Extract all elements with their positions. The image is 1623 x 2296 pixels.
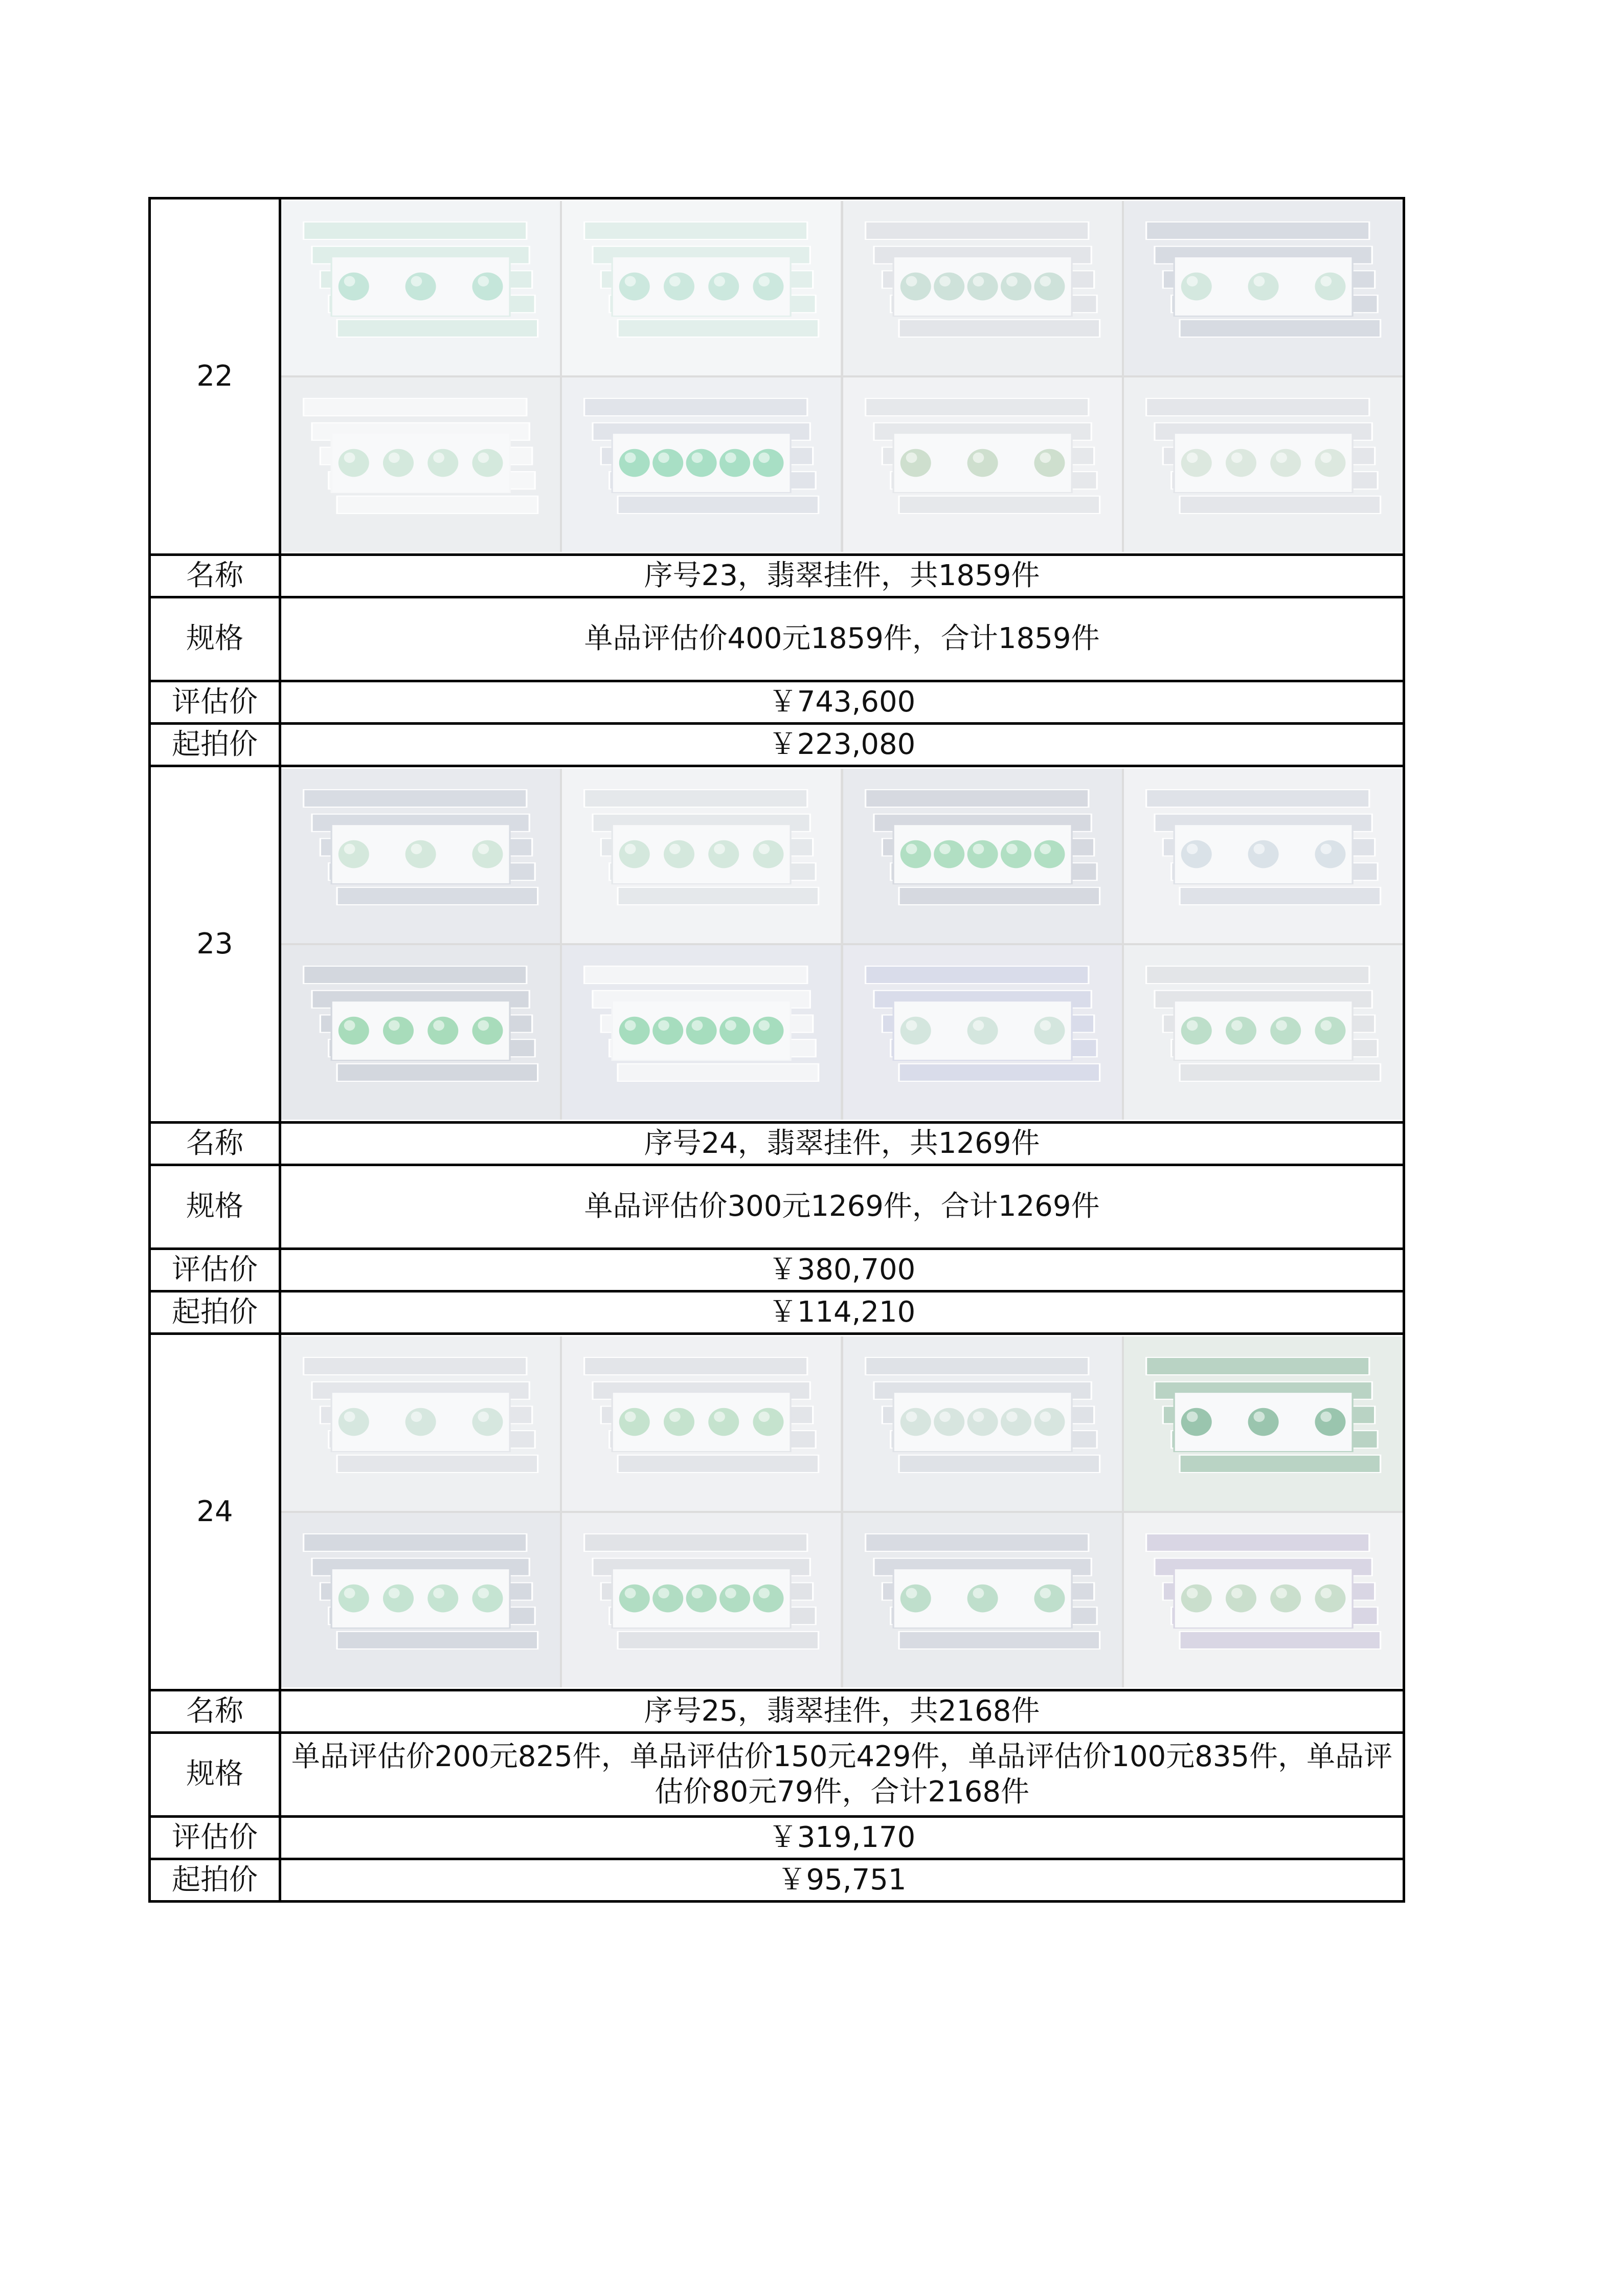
lot-photo-cell (280, 766, 1404, 1123)
name-value: 序号23，翡翠挂件，共1859件 (280, 555, 1404, 597)
spec-row (150, 1733, 1404, 1817)
start-price-label: 起拍价 (150, 1859, 280, 1902)
spec-value: 单品评估价200元825件，单品评估价150元429件，单品评估价100元835件，单品评估价80元79件，合计2168件 (280, 1733, 1404, 1817)
lot-photo (1124, 1336, 1403, 1511)
appraisal-value: ￥380,700 (280, 1249, 1404, 1291)
start-price-value: ￥114,210 (280, 1291, 1404, 1334)
lot-photo-cell (280, 1334, 1404, 1690)
lot-photo (843, 1336, 1122, 1511)
lot-photo (562, 377, 841, 552)
photo-placeholder-icon (281, 769, 560, 943)
photo-placeholder-icon (281, 1513, 560, 1687)
appraisal-value: ￥319,170 (280, 1817, 1404, 1859)
appraisal-label: 评估价 (150, 681, 280, 724)
name-row (150, 1123, 1404, 1165)
photo-placeholder-icon (562, 1336, 841, 1511)
appraisal-label: 评估价 (150, 1249, 280, 1291)
name-label: 名称 (150, 1123, 280, 1165)
spec-value: 单品评估价400元1859件，合计1859件 (280, 597, 1404, 681)
appraisal-row (150, 1817, 1404, 1859)
lot-photo (1124, 201, 1403, 375)
spec-label: 规格 (150, 597, 280, 681)
photo-placeholder-icon (1124, 377, 1403, 552)
photo-placeholder-icon (281, 201, 560, 375)
lot-photo (843, 1513, 1122, 1687)
start-price-row (150, 1859, 1404, 1902)
lot-photo (843, 201, 1122, 375)
lot-photo-row (150, 1334, 1404, 1690)
start-price-value: ￥95,751 (280, 1859, 1404, 1902)
photo-placeholder-icon (562, 377, 841, 552)
name-value: 序号25，翡翠挂件，共2168件 (280, 1690, 1404, 1733)
spec-row (150, 1165, 1404, 1249)
lot-photo (843, 377, 1122, 552)
start-price-row (150, 1291, 1404, 1334)
lot-photo (281, 769, 560, 943)
photo-placeholder-icon (281, 377, 560, 552)
start-price-value: ￥223,080 (280, 724, 1404, 766)
lot-photo (562, 1513, 841, 1687)
spec-label: 规格 (150, 1165, 280, 1249)
lot-photo (1124, 377, 1403, 552)
lot-photo-row (150, 198, 1404, 555)
photo-placeholder-icon (562, 945, 841, 1120)
lot-photo-row (150, 766, 1404, 1123)
photo-placeholder-icon (843, 1336, 1122, 1511)
lot-number: 24 (150, 1334, 280, 1690)
name-value: 序号24，翡翠挂件，共1269件 (280, 1123, 1404, 1165)
appraisal-row (150, 1249, 1404, 1291)
photo-placeholder-icon (843, 769, 1122, 943)
photo-placeholder-icon (843, 377, 1122, 552)
lot-photo (843, 945, 1122, 1120)
lot-photo (562, 1336, 841, 1511)
photo-placeholder-icon (562, 201, 841, 375)
lot-photo (281, 377, 560, 552)
photo-grid (281, 1336, 1403, 1687)
photo-placeholder-icon (1124, 1513, 1403, 1687)
lot-photo (1124, 1513, 1403, 1687)
lot-photo (562, 769, 841, 943)
lot-photo (1124, 769, 1403, 943)
name-label: 名称 (150, 1690, 280, 1733)
lot-photo (562, 201, 841, 375)
name-row (150, 1690, 1404, 1733)
lot-photo (562, 945, 841, 1120)
start-price-row (150, 724, 1404, 766)
photo-placeholder-icon (281, 1336, 560, 1511)
lot-photo (843, 769, 1122, 943)
photo-placeholder-icon (843, 1513, 1122, 1687)
photo-placeholder-icon (1124, 201, 1403, 375)
lot-table-body (150, 198, 1404, 1902)
lot-table (148, 197, 1405, 1903)
spec-row (150, 597, 1404, 681)
photo-placeholder-icon (843, 945, 1122, 1120)
spec-value: 单品评估价300元1269件，合计1269件 (280, 1165, 1404, 1249)
appraisal-label: 评估价 (150, 1817, 280, 1859)
lot-photo (1124, 945, 1403, 1120)
photo-placeholder-icon (562, 1513, 841, 1687)
spec-label: 规格 (150, 1733, 280, 1817)
lot-photo (281, 1513, 560, 1687)
start-price-label: 起拍价 (150, 724, 280, 766)
photo-placeholder-icon (1124, 945, 1403, 1120)
lot-number: 23 (150, 766, 280, 1123)
photo-placeholder-icon (843, 201, 1122, 375)
photo-placeholder-icon (562, 769, 841, 943)
lot-photo (281, 945, 560, 1120)
appraisal-row (150, 681, 1404, 724)
photo-placeholder-icon (1124, 1336, 1403, 1511)
photo-grid (281, 201, 1403, 552)
lot-photo (281, 201, 560, 375)
name-label: 名称 (150, 555, 280, 597)
lot-photo-cell (280, 198, 1404, 555)
start-price-label: 起拍价 (150, 1291, 280, 1334)
appraisal-value: ￥743,600 (280, 681, 1404, 724)
lot-photo (281, 1336, 560, 1511)
lot-number: 22 (150, 198, 280, 555)
photo-placeholder-icon (1124, 769, 1403, 943)
photo-placeholder-icon (281, 945, 560, 1120)
name-row (150, 555, 1404, 597)
photo-grid (281, 769, 1403, 1120)
